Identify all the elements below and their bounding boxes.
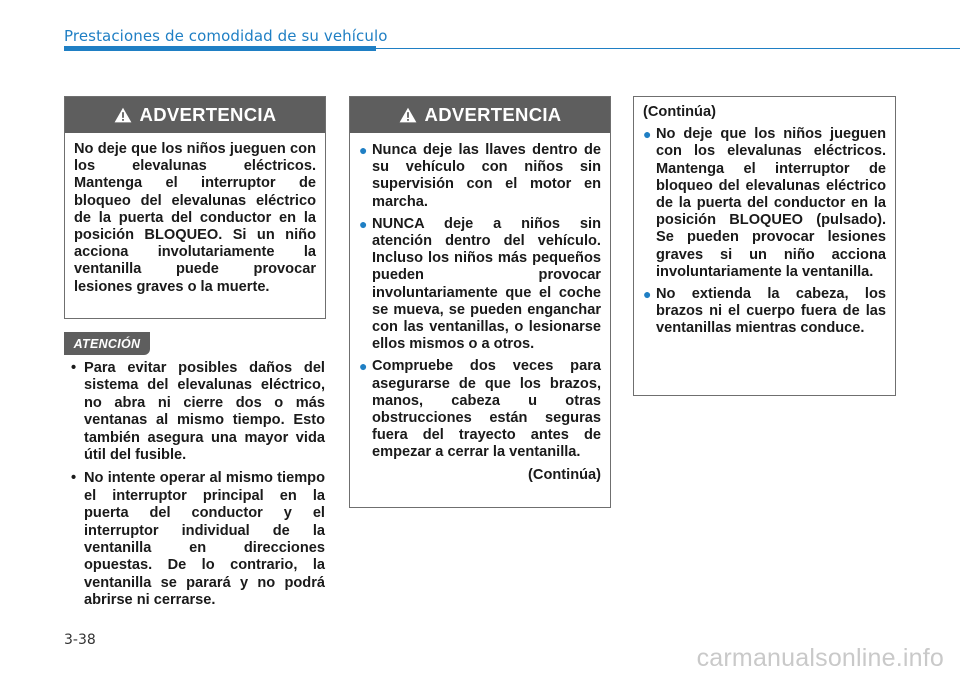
continued-label: (Continúa) [528, 466, 601, 483]
header-rule-thick [64, 46, 376, 51]
warning-box-1-text: No deje que los niños jueguen con los elevalunas eléctricos. Mantenga el interruptor de bloqueo del elevalunas eléctrico de la puerta del conductor en la posición BLOQUEO. Si un niño acciona involutariamente la ventanilla puede provocar lesiones graves o la muerte. [74, 141, 316, 295]
warning-box-1-body [65, 133, 325, 306]
header-rule-thin [376, 48, 960, 49]
warning-box-3 [633, 96, 896, 396]
page-number: 3-38 [64, 632, 96, 648]
caution-label: ATENCIÓN [64, 332, 150, 355]
warning-box-3-body [634, 97, 895, 353]
warning-item: ● Nunca deje las llaves dentro de su vehículo con niños sin supervisión con el motor en marcha. [359, 142, 601, 210]
bullet-icon: • [71, 470, 77, 487]
warning-item: ● Compruebe dos veces para asegurarse de que los brazos, manos, cabeza u otras obstrucciones están seguras fuera del trayecto antes de empezar a cerrar la ventanilla. [359, 358, 601, 461]
warning-triangle-icon [114, 107, 132, 123]
warning-item: ● NUNCA deje a niños sin atención dentro del vehículo. Incluso los niños más pequeños pueden provocar involuntariamente que el coche se mueva, se pueden enganchar con las ventanillas, o lesionarse ellos mismos o a otros. [359, 215, 601, 353]
bullet-icon: ● [643, 286, 652, 303]
warning-triangle-icon [399, 107, 417, 123]
warning-item: ● No deje que los niños jueguen con los elevalunas eléctricos. Mantenga el interruptor de bloqueo del elevalunas eléctrico de la puerta del conductor en la posición BLOQUEO (pulsado). Se pueden provocar lesiones graves si un niño acciona involuntariamente la ventanilla. [643, 126, 886, 280]
bullet-icon: ● [359, 358, 368, 375]
warning-box-2-header [350, 97, 610, 133]
warning-item: ● No extienda la cabeza, los brazos ni el cuerpo fuera de las ventanillas mientras conduce. [643, 286, 886, 337]
bullet-icon: • [71, 360, 77, 376]
warning-box-2 [349, 96, 611, 508]
caution-item: • Para evitar posibles daños del sistema del elevalunas eléctrico, no abra ni cierre dos o más ventanas al mismo tiempo. Esto también asegura una mayor vida útil del fusible. [71, 360, 325, 464]
caution-list [71, 360, 325, 616]
warning-box-2-body [350, 133, 610, 494]
watermark: carmanualsonline.info [696, 644, 944, 672]
bullet-icon: ● [359, 215, 368, 232]
section-title: Prestaciones de comodidad de su vehículo [64, 27, 388, 45]
warning-box-2-heading: ADVERTENCIA [424, 104, 562, 125]
caution-item: • No intente operar al mismo tiempo el interruptor principal en la puerta del conductor y el interruptor individual de la ventanilla en direcciones opuestas. De lo contrario, la ventanilla se parará y no podrá abrirse ni cerrarse. [71, 470, 325, 609]
warning-box-1 [64, 96, 326, 319]
continued-heading: (Continúa) [643, 104, 716, 120]
warning-box-1-heading: ADVERTENCIA [139, 104, 277, 125]
bullet-icon: ● [643, 126, 652, 143]
warning-box-1-header [65, 97, 325, 133]
bullet-icon: ● [359, 142, 368, 158]
